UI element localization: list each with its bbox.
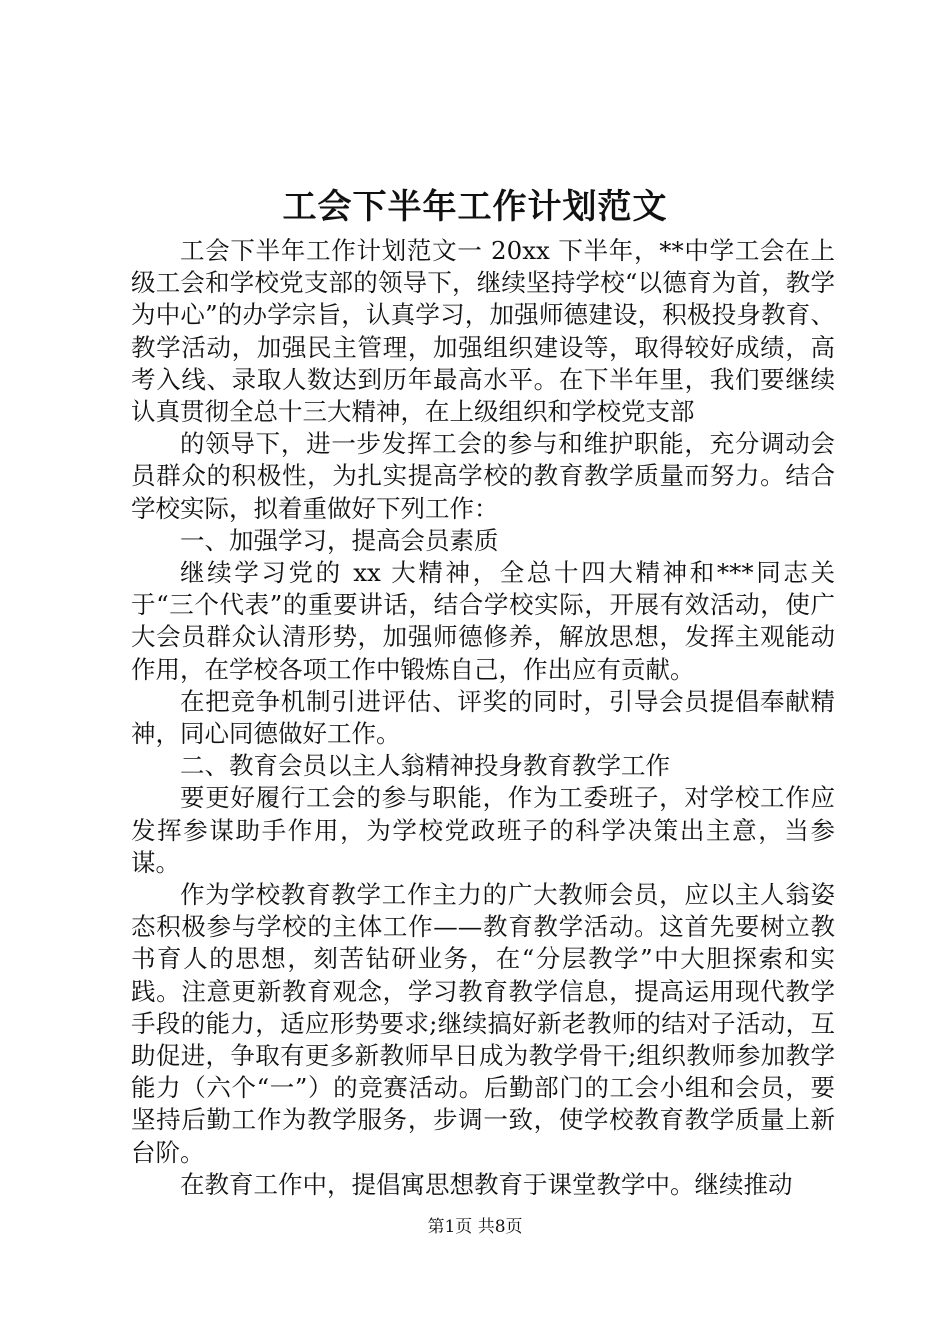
- paragraph-participation: 要更好履行工会的参与职能，作为工委班子，对学校工作应发挥参谋助手作用，为学校党政班子的科学决策出主意，当参谋。: [131, 783, 835, 877]
- document-title: 工会下半年工作计划范文: [282, 187, 668, 227]
- page-footer: 第1页 共8页: [427, 1217, 523, 1237]
- paragraph-competition: 在把竞争机制引进评估、评奖的同时，引导会员提倡奉献精神，同心同德做好工作。: [131, 686, 835, 749]
- paragraph-teachers: 作为学校教育教学工作主力的广大教师会员，应以主人翁姿态积极参与学校的主体工作——教育教学活动。这首先要树立教书育人的思想，刻苦钻研业务，在“分层教学”中大胆探索和实践。注意更新教育观念，学习教育教学信息，提高运用现代教学手段的能力，适应形势要求;继续搞好新老教师的结对子活动，互助促进，争取有更多新教师早日成为教学骨干;组织教师参加教学能力（六个“一”）的竞赛活动。后勤部门的工会小组和会员，要坚持后勤工作为教学服务，步调一致，使学校教育教学质量上新台阶。: [131, 880, 835, 1167]
- paragraph-leadership: 的领导下，进一步发挥工会的参与和维护职能，充分调动会员群众的积极性，为扎实提高学校的教育教学质量而努力。结合学校实际，拟着重做好下列工作：: [131, 429, 835, 523]
- paragraph-education: 在教育工作中，提倡寓思想教育于课堂教学中。继续推动: [180, 1169, 793, 1199]
- section-heading-study: 一、加强学习，提高会员素质: [180, 525, 499, 555]
- paragraph-intro: 工会下半年工作计划范文一 20xx 下半年，**中学工会在上级工会和学校党支部的领导下，继续坚持学校“以德育为首，教学为中心”的办学宗旨，认真学习，加强师德建设，积极投身教育、教学活动，加强民主管理，加强组织建设等，取得较好成绩，高考入线、录取人数达到历年最高水平。在下半年里，我们要继续认真贯彻全总十三大精神，在上级组织和学校党支部: [131, 236, 835, 427]
- section-heading-teaching: 二、教育会员以主人翁精神投身教育教学工作: [180, 751, 670, 781]
- paragraph-study: 继续学习党的 xx 大精神，全总十四大精神和***同志关于“三个代表”的重要讲话，结合学校实际，开展有效活动，使广大会员群众认清形势，加强师德修养，解放思想，发挥主观能动作用，在学校各项工作中锻炼自己，作出应有贡献。: [131, 558, 835, 684]
- document-body: [131, 235, 835, 1201]
